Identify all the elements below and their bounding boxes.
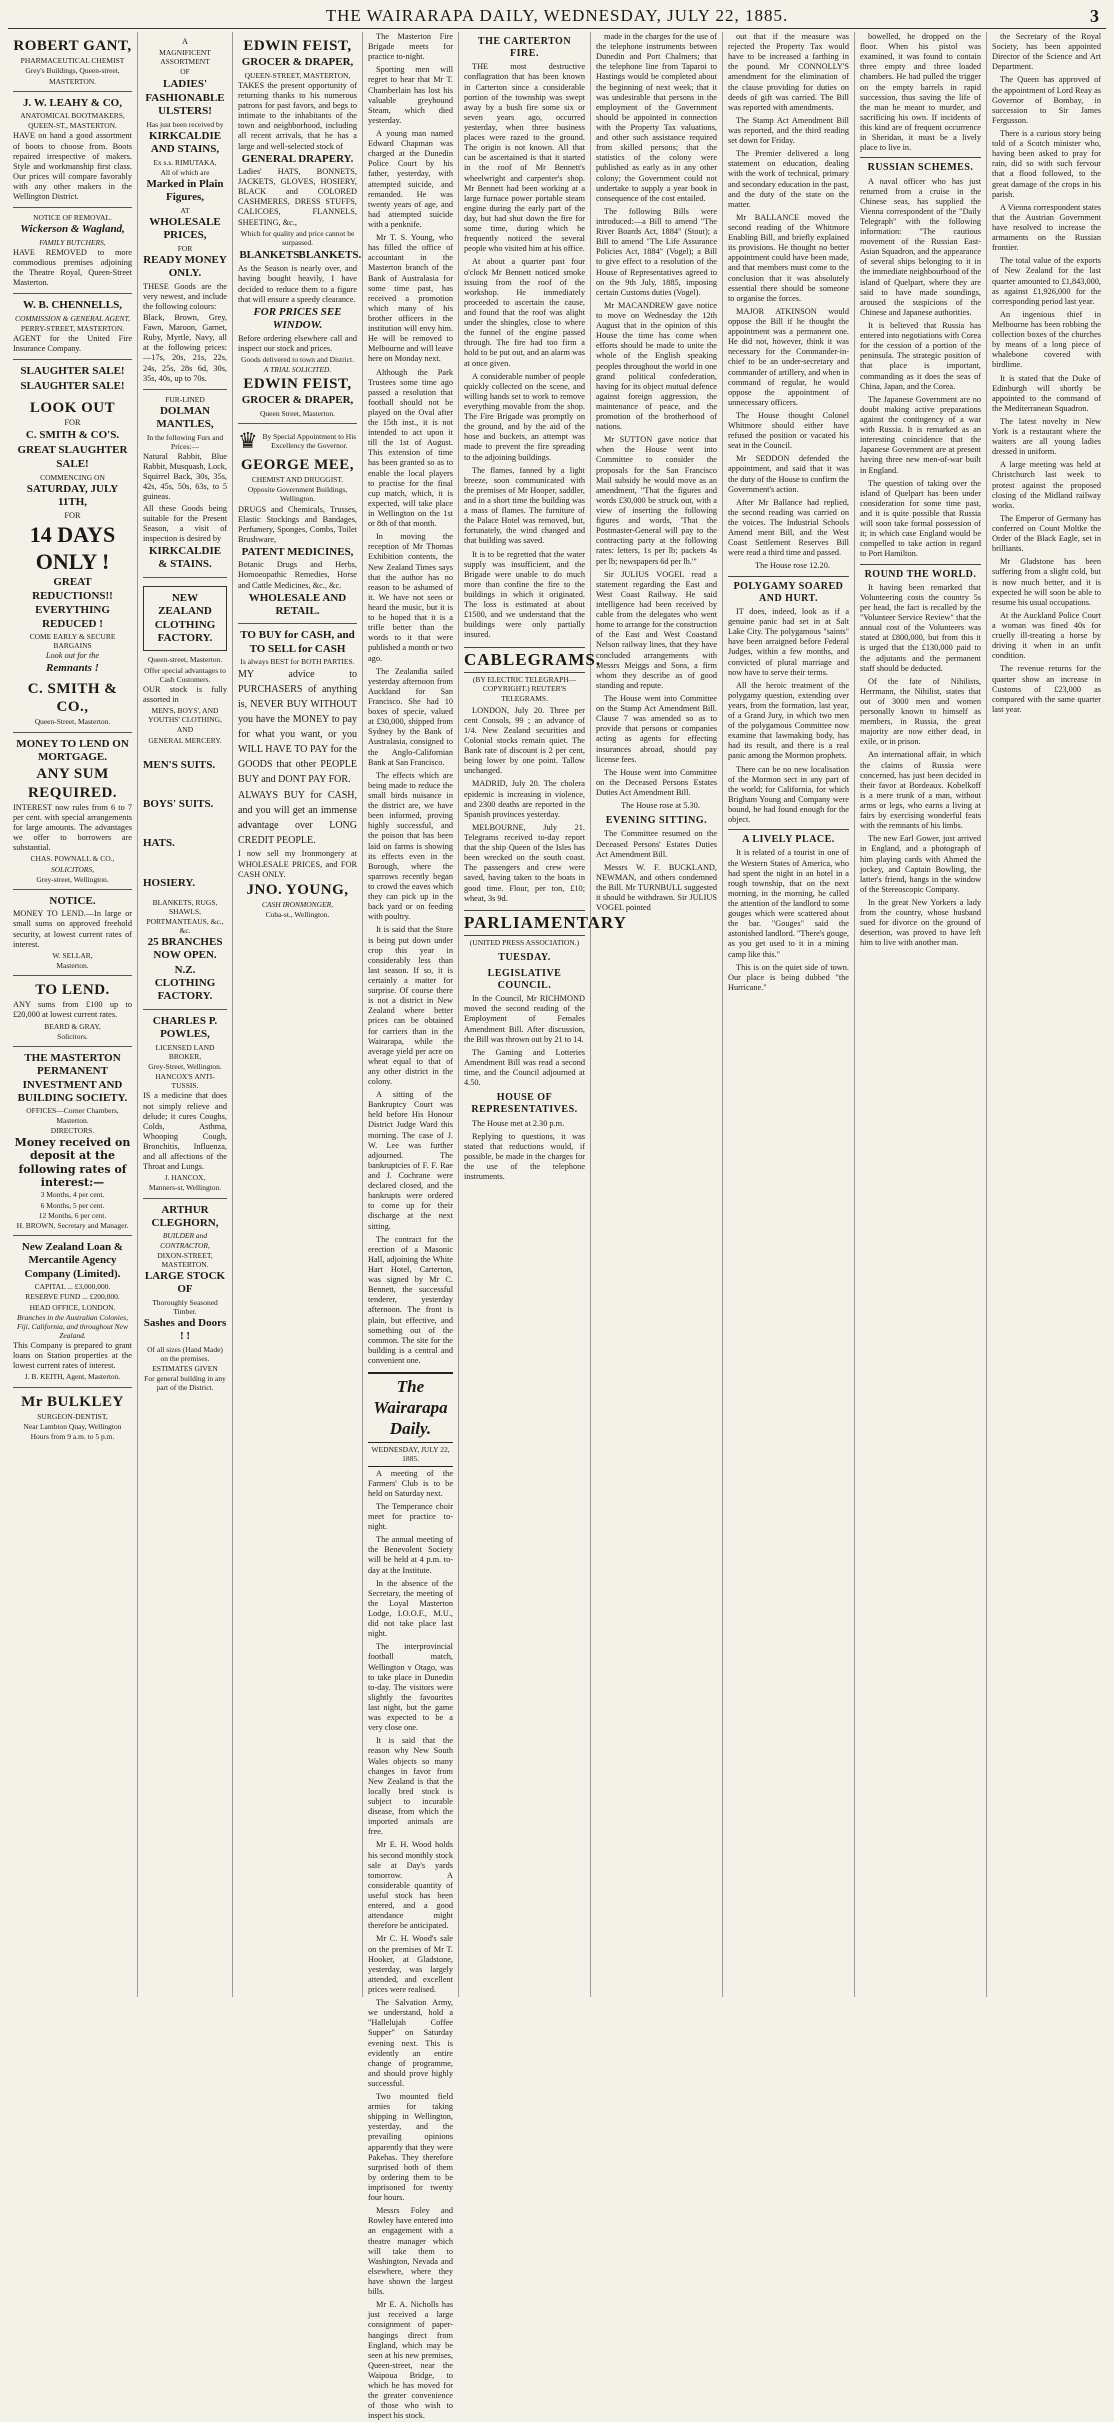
article-paragraph: The House went into Committee on the Stamp Act Amendment Bill. Clause 7 was amended so as to provide that persons or companies acting as agents for effecting insurances abroad, should pay license fees. — [596, 694, 717, 764]
ad-line: SLAUGHTER SALE! — [20, 365, 125, 378]
article-paragraph: The new Earl Gower, just arrived in England, and a photograph of him playing cards with Ahmed the jockey, and Captain Bowling, the latter's friend, hangs in the window of the Stereoscopic Company. — [860, 834, 981, 894]
ad-line: BOYS' SUITS. — [143, 798, 214, 811]
ad-line: Remnants ! — [46, 662, 99, 675]
ad-kirkcaldie-mantles — [143, 390, 227, 578]
divider — [728, 576, 849, 577]
news-paragraph: The interprovincial football match, Wellington v Otago, was to take place in Dunedin to-day. The visitors were slightly the favourites last night, but the game was expected to be a very close one. — [368, 1642, 453, 1733]
ad-line: 25 BRANCHES NOW OPEN. — [147, 935, 223, 962]
ad-nz-loan — [13, 1236, 132, 1388]
ad-title: EDWIN FEIST, — [243, 38, 352, 54]
ad-line: Masterton. — [56, 960, 89, 970]
ad-line: Queen Street, Masterton. — [260, 408, 335, 418]
ad-body: DRUGS and Chemicals, Trusses, Elastic Stockings and Bandages, Perfumery, Sponges, Combs, Toilet Brushware, — [238, 504, 357, 544]
column-8 — [855, 32, 987, 1997]
ad-line: GROCER & DRAPER, — [241, 394, 354, 407]
news-paragraph: It is said that the reason why New South Wales objects so many changes in favor from New Zealand is that the locally bred stock is subject to incurable disease, from which the imported animals are free. — [368, 1736, 453, 1837]
ad-line: PATENT MEDICINES, — [241, 545, 354, 558]
ad-body: I now sell my Ironmongery at WHOLESALE PRICES, and FOR CASH ONLY. — [238, 849, 357, 879]
news-paragraph: A meeting of the Farmers' Club is to be held on Saturday next. — [368, 1468, 453, 1498]
article-paragraph: All the heroic treatment of the polygamy question, extending over years, from the formation, last year, of a Grand Jury, in which two men of the polygamous Committee now examine that lawmaking body, has had its result, and there is a real panic among the Mormon prophets. — [728, 680, 849, 761]
article-paragraph: It having been remarked that Volunteering costs the country 5s per head, the fact is recalled by the "Volunteer Service Review" that the annual cost of the Volunteers was stated at £800,000, but from this it is urged that the £130,000 paid to the adjutants and the permanent staff should be deducted. — [860, 582, 981, 673]
divider — [860, 564, 981, 565]
ad-line: KIRKCALDIE & STAINS. — [148, 545, 222, 571]
article-subhead: (BY ELECTRIC TELEGRAPH—COPYRIGHT.) REUTER'S TELEGRAMS. — [472, 675, 577, 703]
ad-line: Hours from 9 a.m. to 5 p.m. — [30, 1432, 115, 1442]
article-paragraph: The Stamp Act Amendment Bill was reported, and the third reading set down for Friday. — [728, 115, 849, 146]
ad-line: CAPITAL ... £3,000,000. — [34, 1282, 111, 1292]
article-paragraph: A Vienna correspondent states that the Austrian Government have resolved to increase the armaments on the Russian frontier. — [992, 202, 1101, 253]
ad-line: SURGEON-DENTIST, — [37, 1411, 108, 1421]
ad-robert-gant — [13, 32, 132, 92]
ad-building-society — [13, 1047, 132, 1236]
ad-bulkley — [13, 1388, 132, 1447]
ad-line: HEAD OFFICE, LONDON. — [29, 1302, 116, 1312]
ad-jno-young — [238, 624, 357, 924]
article-headline: ROUND THE WORLD. — [864, 568, 977, 580]
ad-line: 3 Months, 4 per cent. — [40, 1190, 105, 1200]
news-paragraph: Sporting men will regret to hear that Mr T. Chamberlain has lost his valuable greyhound Steam, which died yesterday. — [368, 65, 453, 125]
ad-chennells — [13, 294, 132, 360]
ad-cleghorn — [143, 1199, 227, 1398]
article-paragraph: IT does, indeed, look as if a genuine panic had set in at Salt Lake City. The polygamous "saints" have been arraigned before Federal Judges, within a few months, and convicted of plural marriage and now have to serve their terms. — [728, 606, 849, 677]
column-1 — [8, 32, 138, 1997]
article-paragraph: The latest novelty in New York is a restaurant where the waiters are all young ladies dressed in uniform. — [992, 416, 1101, 457]
article-paragraph: The Committee resumed on the Deceased Persons' Estates Duties Act Amendment Bill. — [596, 829, 717, 859]
article-headline: POLYGAMY SOARED AND HURT. — [733, 580, 844, 604]
ad-line: MEN'S, BOYS', AND YOUTHS' CLOTHING, — [148, 706, 222, 725]
news-paragraph: Messrs Foley and Rowley have entered into an engagement with a theatre manager which will take them to Washington, Nevada and elsewhere, where they have shown the largest bills. — [368, 2206, 454, 2297]
ad-line: Money received on deposit at the following rates of interest:— — [14, 1135, 131, 1190]
parliamentary-headline: PARLIAMENTARY — [464, 910, 585, 937]
ad-line: 14 DAYS ONLY ! — [29, 521, 116, 574]
ad-line: MASTERTON. — [48, 76, 97, 86]
ad-line: PERRY-STREET, MASTERTON. — [20, 323, 125, 333]
article-paragraph: The Gaming and Lotteries Amendment Bill was read a second time, and the Council adjourned at 4.50. — [464, 1047, 585, 1088]
ad-line: For general building in any part of the District. — [144, 1374, 226, 1393]
ad-edwin-feist — [238, 32, 362, 424]
ad-line: FOR — [64, 510, 81, 520]
ad-line: Branches in the Australian Colonies, Fiji, California, and throughout New Zealand. — [17, 1312, 128, 1340]
ad-line: 12 Months, 6 per cent. — [38, 1210, 107, 1220]
article-paragraph: THE most destructive conflagration that has been known in Carterton since a considerable portion of the township was swept away by a bush fire some six or seven years ago, occurred yesterday, when three business places were razed to the ground. The origin is not known. All that can be ascertained is that it started in the roof of Mr Bennett's wheelwright and carpenter's shop. Mr Bennett had been working at a large furnace power portable steam engine during the early part of the day, but had shut down the fire for some time, during which he frequently noticed the several people who visited him at his office. — [464, 62, 585, 254]
masthead — [8, 4, 1106, 29]
ad-line: EDWIN FEIST, — [243, 376, 352, 393]
ad-body: AGENT for the United Fire Insurance Company. — [13, 333, 132, 354]
ad-line: LICENSED LAND BROKER, — [155, 1042, 215, 1061]
ad-title: Wickerson & Wagland, — [20, 223, 125, 236]
ad-line: PHARMACEUTICAL CHEMIST — [20, 56, 125, 66]
ad-body: HAVE on hand a good assortment of boots to choose from. Boots repaired irrespective of makers. Style and workmanship first class. Our prices will compare favorably with any other makers in the Wellington District. — [13, 131, 132, 202]
article-paragraph: This is on the quiet side of town. Our place is being dubbed "the Hurricane." — [728, 962, 849, 992]
ad-body: IS a medicine that does not simply relieve and delude; it cures Coughs, Colds, Asthma, Whooping Cough, Bronchitis, Influenza, and all affections of the Throat and Lungs. — [143, 1091, 227, 1172]
ad-line: Is always BEST for BOTH PARTIES. — [240, 657, 355, 667]
ad-smith-slaughter — [13, 360, 132, 732]
ad-line: A — [182, 37, 188, 46]
cablegrams-headline: CABLEGRAMS. — [464, 647, 585, 674]
page-number: 3 — [1090, 6, 1100, 26]
article-paragraph: Messrs W. F. BUCKLAND, NEWMAN, and others condemned the Bill. Mr TURNBULL suggested it should be withdrawn. Sir JULIUS VOGEL pointed — [596, 862, 717, 913]
ad-line: MAGNIFICENT ASSORTMENT — [159, 48, 211, 67]
column-3 — [233, 32, 363, 1997]
article-paragraph: Replying to questions, it was stated that reductions would, if possible, be made in the charges for the use of the telephone instruments. — [464, 1131, 585, 1182]
ad-line: BEARD & GRAY, — [44, 1021, 101, 1031]
ad-line: ANY SUM REQUIRED. — [27, 766, 118, 801]
ad-body: ALWAYS BUY for CASH, and you will get an immense advantage over LONG CREDIT PEOPLE. — [238, 790, 357, 847]
ad-line: SLAUGHTER SALE! — [20, 379, 125, 392]
article-paragraph: LONDON, July 20. Three per cent Consols, 99 ; an advance of 1/4. New Zealand securities and Colonial stocks remain quiet. The Bank rate of discount is 2 per cent, being lower by one point. Tallow unchanged. — [464, 705, 585, 776]
ad-title: TO LEND. — [35, 982, 110, 999]
ad-line: Solicitors. — [57, 1031, 88, 1041]
article-paragraph: The total value of the exports of New Zealand for the last quarter amounted to £1,843,000, as against £1,926,000 for the corresponding period last year. — [992, 256, 1101, 306]
article-paragraph: A naval officer who has just returned from a cruise in the Chinese seas, has supplied the Vienna correspondent of the "Daily Telegraph" with the following information: "The cautious movement of the Russian East-Asian Squadron, and the appearance of several ships belonging to it in the immediate neighbourhood of the island of Quelpart, where they are said to have made soundings, aroused the suspicions of the Chinese and Japanese authorities. — [860, 176, 981, 317]
article-paragraph: The House went into Committee on the Deceased Persons Estates Duties Act Amendment Bill. — [596, 767, 717, 797]
article-paragraph: It is to be regretted that the water supply was insufficient, and the Brigade were unable to do much more than confine the fire to the buildings in which it originated. The loss is estimated at about £1500, and we understand that the buildings were only partially insured. — [464, 549, 585, 640]
news-paragraph: The Temperance choir meet for practice to-night. — [368, 1501, 453, 1532]
ad-line: GREAT REDUCTIONS!! — [32, 576, 113, 602]
news-paragraph: It is said that the Store is being put down under crop this year in considerably less than last season. If so, it is certainly a matter for surprise. Of course there is not a district in New Zealand where better prices can be obtained for carriers than in the Wairarapa, while the average yield per acre on wheat equal to that of any other district in the colony. — [368, 925, 453, 1087]
ad-body: This Company is prepared to grant loans on Station properties at the lowest current rates of interest. — [13, 1341, 132, 1371]
ad-line: COME EARLY & SECURE BARGAINS — [29, 631, 116, 651]
ad-line: HATS. — [143, 837, 175, 850]
news-paragraph: The Zealandia sailed yesterday afternoon from Auckland for San Francisco. She had 10 boxes of specie, valued at £30,000, shipped from Sydney by the Bank of Australasia, consigned to the Anglo-Californian Bank at San Francisco. — [368, 666, 453, 767]
ad-line: Ex s.s. RIMUTAKA, — [153, 157, 217, 167]
ad-line: Offer special advantages to Cash Customers. — [144, 665, 226, 684]
ad-title: J. W. LEAHY & CO, — [23, 96, 122, 109]
ad-line: J. HANCOX, — [164, 1173, 206, 1183]
news-paragraph: Mr T. S. Young, who has filled the office of accountant in the Masterton branch of the Bank of Australasia for some time past, has received a promotion which many of his brother officers in the institution will envy him. He will be removed to Melbourne and will leave here on Monday next. — [368, 233, 454, 364]
ad-line: CHEMIST AND DRUGGIST. — [251, 475, 344, 485]
ad-title: DOLMAN MANTLES, — [156, 404, 214, 431]
article-subhead: EVENING SITTING. — [605, 815, 708, 827]
article-paragraph: bowelled, he dropped on the floor. When his pistol was examined, it was found to contain three empty and three loaded chambers. He had pulled the trigger on the empty barrels in rapid succession, thus saving the life of the man he meant to murder, and sacrificing his own. If incidents of this kind are of frequent occurrence in Sheridan, it must be a lively place to live in. — [860, 32, 981, 153]
article-paragraph: It is stated that the Duke of Edinburgh will shortly be appointed to the command of the Mediterranean Squadron. — [992, 373, 1101, 413]
news-paragraph: The Salvation Army, we understand, hold a "Hallelujah Coffee Supper" on Saturday evening next. This is evidently an entire change of programme, and should prove highly successful. — [368, 1998, 453, 2088]
ad-line: Look out for the — [45, 651, 100, 661]
ad-title: NEW ZEALAND CLOTHING FACTORY. — [154, 591, 216, 645]
royal-appointment — [238, 428, 357, 455]
ad-line: Marked in Plain Figures, — [146, 177, 224, 204]
ad-line: H. BROWN, Secretary and Manager. — [16, 1220, 129, 1230]
ad-title: TO BUY for CASH, and TO SELL for CASH — [240, 629, 355, 655]
column-2 — [138, 32, 233, 1997]
royal-arms-icon: ♛ — [238, 427, 258, 453]
ad-line: READY MONEY ONLY. — [143, 253, 227, 280]
ad-body: MONEY TO LEND.—In large or small sums on approved freehold security, at lowest current rates of interest. — [13, 909, 132, 949]
ad-line: Sashes and Doors ! ! — [143, 1317, 227, 1343]
ad-body: HAVE REMOVED to more commodious premises adjoining the Theatre Royal, Queen-Street Masterton. — [13, 247, 132, 288]
ad-line: QUEEN-ST., MASTERTON. — [28, 121, 117, 131]
ad-body: INTEREST now rules from 6 to 7 per cent. with special arrangements for large amounts. The advantages we offer to borrowers are substantial. — [13, 802, 132, 853]
ad-line: In the following Furs and Prices:— — [146, 432, 224, 451]
ad-line: FOR — [64, 418, 81, 428]
ad-line: FOR — [177, 243, 193, 253]
ad-line: GENERAL DRAPERY. — [241, 152, 354, 165]
article-paragraph: MAJOR ATKINSON would oppose the Bill if he thought the appointment was a permanent one. He did not, however, think it was necessary for the Commander-in-chief to be an under-secretary and commander of artillery, and when in command of regular, he would oppose the appointment of unnecessary officers. — [728, 306, 849, 407]
ad-title: W. B. CHENNELLS, — [23, 299, 122, 312]
ad-line: GROCER & DRAPER, — [241, 56, 354, 69]
ad-line: Grey's Buildings, Queen-street, — [25, 66, 120, 76]
article-paragraph: the Secretary of the Royal Society, has been appointed Director of the Science and Art Department. — [992, 32, 1101, 72]
ad-line: CASH IRONMONGER, — [261, 900, 334, 910]
news-paragraph: The Masterton Fire Brigade meets for practice to-night. — [368, 32, 453, 62]
article-paragraph: The House rose at 5.30. — [621, 801, 700, 811]
article-subhead: HOUSE OF REPRESENTATIVES. — [471, 1092, 578, 1116]
column-6 — [591, 32, 723, 1997]
ad-line: N.Z. CLOTHING FACTORY. — [154, 963, 216, 1003]
ad-line: NOTICE OF REMOVAL. — [33, 213, 112, 223]
ad-line: DIXON-STREET, MASTERTON. — [157, 1250, 213, 1269]
ad-line: By Special Appointment to His Excellency the Governor. — [262, 432, 357, 451]
ad-clothing-factory — [143, 578, 227, 1010]
ad-line: ANATOMICAL BOOTMAKERS, — [20, 111, 125, 121]
ad-line: FAMILY BUTCHERS, — [39, 237, 106, 247]
ad-line: BUILDER and CONTRACTOR, — [160, 1231, 210, 1250]
ad-line: Cuba-st., Wellington. — [265, 910, 330, 920]
article-paragraph: Mr SEDDON defended the appointment, and said that it was the duty of the House to confirm the Government's action. — [728, 454, 849, 494]
article-paragraph: The Japanese Government are no doubt making active preparations against the contingency of a war with Russia. It is remarked as an interesting coincidence that the Japanese Government are at present having three new men-of-war built in England. — [860, 394, 981, 475]
article-paragraph: The House met at 2.30 p.m. — [472, 1118, 565, 1128]
article-paragraph: In the great New Yorkers a lady from the country, whose husband sued for divorce on the ground of desertion, was proved to have left him to live with another man. — [860, 898, 981, 948]
column-5 — [459, 32, 627, 1997]
ad-line: LADIES' — [162, 77, 208, 90]
article-paragraph: At about a quarter past four o'clock Mr Bennett noticed smoke issuing from the roof of the workshop. He immediately proceeded to ascertain the cause, and found that the roof was alight under the shingles, close to where the funnel of the engine passed through. The fire had too firm a hold to be put out, and an alarm was at once given. — [464, 257, 585, 368]
ad-line: Thoroughly Seasoned Timber. — [152, 1297, 218, 1316]
news-paragraph: A sitting of the Bankruptcy Court was held before His Honour District Judge Ward this morning. The case of J. W. Lee was further adjourned. The bankruptcies of F. F. Rae and J. Cochrane were declared closed, and the bankrupts were ordered to come up for their discharge at the next sitting. — [368, 1090, 453, 1231]
article-paragraph: At the Auckland Police Court a woman was fined 40s for cruelly ill-treating a horse by driving it when in an unfit condition. — [992, 610, 1101, 661]
news-paragraph: Mr C. H. Wood's sale on the premises of Mr T. Hooker, at Gladstone, yesterday, was largely attended, and excellent prices were realised. — [368, 1934, 453, 1994]
article-paragraph: The Emperor of Germany has conferred on Count Moltke the Order of the Black Eagle, set in brilliants. — [992, 513, 1101, 554]
news-paragraph: The effects which are being made to reduce the small birds nuisance in the district are, we have been informed, proving highly successful, and the poison that has been laid on farms is showing its effects even in the Borough, where the sparrows recently began to crowd the eaves which they can pick up in the back yard or on feeding with poultry. — [368, 770, 453, 922]
article-paragraph: The question of taking over the island of Quelpart has been under consideration for some time past, and it is quite possible that Russia will soon take formal possession of it; in which case England would be compelled to take action in regard to Port Hamilton. — [860, 478, 981, 559]
article-paragraph: The House thought Colonel Whitmore should either have refused the position or vacated his seat in the Council. — [728, 410, 849, 451]
article-paragraph: In the Council, Mr RICHMOND moved the second reading of the Employment of Females Amendment Bill. After discussion, the Bill was thrown out by 21 to 14. — [464, 994, 585, 1044]
ad-title: New Zealand Loan & Mercantile Agency Company (Limited). — [21, 1241, 124, 1280]
article-paragraph: It is believed that Russia has entered into negotiations with Corea for the cession of a portion of the peninsula. The strategic position of that place is important, commanding as it does the seas of China, Japan, and the Corea. — [860, 321, 981, 391]
ad-body: As the Season is nearly over, and having bought heavily, I have decided to reduce them to a figure that will ensure a speedy clearance. — [238, 264, 357, 304]
ad-line: FUR-LINED — [165, 394, 205, 404]
ad-line: BLANKETS. — [239, 248, 303, 261]
ad-body: Botanic Drugs and Herbs, Homoeopathic Remedies, Horse and Cattle Medicines, &c., &c. — [238, 560, 357, 590]
article-paragraph: The following Bills were introduced:—a Bill to amend "The River Boards Act, 1884" (Stout); a Bill to amend "The Life Assurance Policies Act, 1884" (Vogel); a Bill to give effect to a resolution of the House of Representatives agreed to on the 9th July, 1885, imposing certain Customs duties (Vogel). — [596, 206, 717, 297]
ad-line: W. SELLAR, — [52, 950, 93, 960]
article-paragraph: The Queen has approved of the appointment of Lord Reay as Governor of Bombay, in succession to Sir James Fergusson. — [992, 75, 1101, 125]
ad-line: Goods delivered to town and District. — [241, 354, 354, 364]
ad-line: COMMISSION & GENERAL AGENT, — [14, 313, 130, 323]
column-7 — [723, 32, 855, 1997]
ad-pownall — [13, 733, 132, 890]
ad-line: FOR PRICES SEE WINDOW. — [253, 305, 342, 332]
ad-line: Has just been received by — [146, 119, 224, 129]
ad-line: Which for quality and price cannot be surpassed. — [240, 228, 355, 247]
ad-title: GEORGE MEE, — [240, 456, 354, 473]
ad-body: TAKES the present opportunity of returning thanks to his numerous patrons for past favors, and begs to intimate to the inhabitants of the town and neighborhood, including all recent arrivals, that he has a large and well-selected stock of — [238, 80, 357, 151]
ad-line: Grey-street, Wellington. — [36, 874, 109, 884]
ad-line: CHAS. POWNALL & CO., — [30, 854, 115, 864]
article-subhead: LEGISLATIVE COUNCIL. — [487, 967, 562, 991]
ad-line: BLANKETS. — [298, 248, 362, 261]
article-paragraph: The revenue returns for the quarter show an increase in Customs of £23,000 as compared with the same quarter last year. — [992, 664, 1101, 714]
ad-line: 6 Months, 5 per cent. — [40, 1200, 105, 1210]
ad-line: HOSIERY. — [143, 876, 196, 889]
article-paragraph: Mr SUTTON gave notice that when the House went into Committee to consider the proposals for the San Francisco Mail subsidy he would move as an amendment, "That the figures and words £30,000 be struck out, with a view of inserting the following figures and words, 'That the Postmaster-General will pay to the contracting party at the following rates: letters, 1s per lb; packets 4s per lb; newspapers 6d per lb.'" — [596, 435, 717, 566]
article-paragraph: After Mr Ballance had replied, the second reading was carried on the voices. The Industrial Schools Amend ment Bill, and the West Coast Settlement Reserves Bill were read a third time and passed. — [728, 497, 849, 558]
divider — [728, 829, 849, 830]
ad-line: EVERYTHING REDUCED ! — [35, 604, 110, 630]
ad-beard-gray — [13, 976, 132, 1047]
article-subhead: TUESDAY. — [498, 951, 551, 963]
article-paragraph: Of the fate of Nihilists, Herrmann, the Nihilist, states that out of 3000 men and women personally known to himself as members, in Russia, the great majority are now either dead, in exile, or in prison. — [860, 676, 981, 747]
news-paragraph: In moving the reception of Mr Thomas Exhibition contents, the New Zealand Times says that the author has no reason to be ashamed of it. We have not seen or heard the music, but it is to be hoped that it is a trifle better than the words to it that were published a month or two ago. — [368, 532, 453, 663]
ad-line: Opposite Government Buildings, Wellington. — [247, 485, 348, 504]
ad-title: C. SMITH & CO'S. — [25, 429, 120, 442]
ad-line: LOOK OUT — [29, 400, 116, 417]
ad-body: All these Goods being suitable for the Present Season, a visit of inspection is desired by — [143, 503, 227, 543]
ad-body: Before ordering elsewhere call and inspect our stock and prices. — [238, 333, 357, 353]
divider — [860, 157, 981, 158]
ad-body: Natural Rabbit, Blue Rabbit, Musquash, Lock, Squirrel Back, 30s, 35s, 42s, 45s, 50s, 63s, to 5 guineas. — [143, 452, 227, 502]
ad-line: J. B. KEITH, Agent, Masterton. — [24, 1372, 121, 1382]
ad-line: BLANKETS, RUGS, SHAWLS, PORTMANTEAUS, &c., &c. — [146, 898, 224, 935]
ad-line: Manners-st, Wellington. — [148, 1183, 222, 1193]
article-subhead: (UNITED PRESS ASSOCIATION.) — [469, 938, 580, 948]
article-headline: THE CARTERTON FIRE. — [477, 36, 572, 60]
ad-line: AT — [180, 205, 190, 215]
newspaper-nameplate: The Wairarapa Daily. — [368, 1372, 453, 1443]
ad-line: WHOLESALE PRICES, — [149, 215, 221, 242]
ad-line: SOLICITORS, — [51, 864, 94, 874]
ad-title: THE MASTERTON PERMANENT INVESTMENT AND BUILDING SOCIETY. — [17, 1051, 128, 1105]
news-paragraph: A young man named Edward Chapman was charged at the Dunedin Police Court by his father, yesterday, with attempted suicide, and remanded. He was twenty years of age, and had attempted suicide with a penknife. — [368, 128, 453, 229]
ad-line: SALE! — [56, 458, 89, 471]
ad-line: COMMENCING ON — [40, 472, 105, 482]
news-paragraph: Two mounted field armies for taking shipping in Wellington, yesterday, and the prevailing opinions apparently that they were Pakehas. They therefore surprised both of them by ordering them to be imprisoned for twenty four hours. — [368, 2092, 453, 2203]
article-paragraph: An international affair, in which the claims of Russia were concerned, has just been decided in their favor at Bordeaux. Kobelkoff is a mere trunk of a man, without arms or legs, who earns a living at fairs by exercising wonderful feats with the remnants of his limbs. — [860, 750, 981, 831]
news-paragraph: Mr E. A. Nicholls has just received a large consignment of paper-hangings direct from England, which may be seen at his new premises, Queen-street, near the Waipoua Bridge, to which he has moved for the greater convenience of those who wish to inspect his stock. — [368, 2300, 453, 2421]
article-paragraph: Sir JULIUS VOGEL read a statement regarding the East and West Coast Railway. He said intelligence had been received by cable from the delegates who went home to arrange for the construction of the East and West Coastand Nelson railway lines, that they have concluded arrangements with Messrs Meiggs and Sons, a firm whom they describe as of good standing and repute. — [596, 569, 717, 690]
ad-title: CHARLES P. POWLES, — [152, 1014, 218, 1041]
ad-line: Queen-street, Masterton. — [147, 655, 223, 665]
ad-title: ARTHUR CLEGHORN, — [151, 1203, 219, 1229]
ad-wickerson — [13, 208, 132, 294]
news-paragraph: Mr E. H. Wood holds his second monthly stock sale at Day's yards tomorrow. A considerable quantity of useful stock has been entered, and a good attendance might therefore be anticipated. — [368, 1840, 453, 1931]
ad-kirkcaldie-ulsters — [143, 32, 227, 390]
ad-line: Of all sizes (Hand Made) on the premises. — [147, 1344, 223, 1363]
ad-line: A TRIAL SOLICITED. — [263, 364, 332, 374]
ad-line: DIRECTORS. — [50, 1125, 95, 1135]
ad-body: Black, Brown, Grey, Fawn, Maroon, Garnet, Ruby, Myrtle, Navy, all at the following prices:—17s, 20s, 21s, 22s, 24s, 25s, 28s 6d, 30s, 35s, 40s, up to 70s. — [143, 313, 227, 383]
article-paragraph: made in the charges for the use of the telephone instruments between Dunedin and Port Chalmers; that the telephone line from Taparoi to Hastings would be completed about the beginning of next week; that it was undesirable that persons in the employment of the Government should be appointed in connection with the Property Tax valuations, and other such assistance required from skilled persons; that the statistics of the colony were published as early as in any other colony; the Government could not undertake to supply a year book in consequence of the cost entailed. — [596, 32, 717, 203]
article-paragraph: The Premier delivered a long statement on education, dealing with the work of technical, primary and secondary education in the past, and the duty of the state on the matter. — [728, 149, 849, 209]
ad-line: JNO. YOUNG, — [246, 881, 349, 898]
ad-line: Near Lambton Quay, Wellington — [23, 1422, 122, 1432]
article-paragraph: An ingenious thief in Melbourne has been robbing the collection boxes of the churches by means of a long piece of whalebone covered with birdlime. — [992, 309, 1101, 370]
ad-body: THESE Goods are the very newest, and include the following colours: — [143, 281, 227, 311]
article-headline: RUSSIAN SCHEMES. — [867, 162, 974, 174]
ad-line: KIRKCALDIE AND STAINS, — [148, 129, 222, 156]
masthead-title: THE WAIRARAPA DAILY, WEDNESDAY, JULY 22, 1885. — [325, 6, 789, 25]
column-4-local-news — [363, 32, 459, 2421]
ad-title: NOTICE. — [49, 894, 96, 907]
ad-line: OFFICES—Corner Chambers, Masterton. — [26, 1106, 119, 1125]
ad-line: ESTIMATES GIVEN — [152, 1364, 218, 1374]
ad-line: MEN'S SUITS. — [143, 758, 216, 771]
ad-line: GREAT SLAUGHTER — [17, 443, 128, 456]
ad-title: FASHIONABLE ULSTERS! — [145, 91, 225, 118]
ad-line: SATURDAY, JULY 11TH, — [26, 482, 119, 509]
ad-line: QUEEN-STREET, MASTERTON, — [244, 70, 351, 80]
ad-line: HANCOX'S ANTI-TUSSIS. — [155, 1072, 215, 1091]
ad-body: OUR stock is fully assorted in — [143, 684, 227, 704]
news-paragraph: The contract for the erection of a Masonic Hall, adjoining the White Hart Hotel, Carterton, was signed by Mr C. Bennett, the successful tenderer, yesterday afternoon. The front is plain, but effective, and something out of the common. The site for the building is a central and convenient one. — [368, 1234, 453, 1365]
news-paragraph: Although the Park Trustees some time ago passed a resolution that football should not be played on the Oval after the 15th inst., it is not intended to act upon it till the 1st of August. This extension of time has been granted so as to enable the local players to practise for the final cup match, which, it is expected, will take place in Wellington on the 1st or 8th of that month. — [368, 367, 453, 529]
article-paragraph: MELBOURNE, July 21. Telegrams received to-day report that the ship Queen of the Isles has been wrecked on the south coast. The passengers and crew were saved, having taken to the boats in good time. Flour, per ton, £10; wheat, 3s 9d. — [464, 822, 585, 903]
article-paragraph: A large meeting was held at Christchurch last week to protest against the proposed closing of the Midland railway works. — [992, 460, 1101, 510]
ad-body: ANY sums from £100 up to £20,000 at lowest current rates. — [13, 1000, 132, 1020]
article-paragraph: The flames, fanned by a light breeze, soon communicated with the premises of Mr Hooper, saddler, and in a short time the building was a mass of flames. The furniture of the Palace Hotel was removed, but, fortunately, the wind changed and that building was saved. — [464, 465, 585, 546]
news-paragraph: In the absence of the Secretary, the meeting of the Loyal Masterton Lodge, I.O.O.F., M.U., did not take place last night. — [368, 1578, 453, 1639]
article-paragraph: There is a curious story being told of a Scotch minister who, having been asked to pray for rain, did so with such fervour that a flood followed, to the great damage of the crops in his parish. — [992, 128, 1101, 199]
article-paragraph: MADRID, July 20. The cholera epidemic is increasing in violence, and 2300 deaths are reported in the Spanish provinces yesterday. — [464, 779, 585, 819]
article-paragraph: There can be no new localisation of the Mormon sect in any part of the world; for California, for which Brigham Young and Company were bound, he had found enough for the object. — [728, 764, 849, 825]
ad-title: C. SMITH & CO., — [27, 680, 118, 716]
article-headline: A LIVELY PLACE. — [742, 834, 835, 846]
ad-line: RESERVE FUND ... £200,000. — [25, 1292, 120, 1302]
nameplate-date: WEDNESDAY, JULY 22, 1885. — [368, 1445, 453, 1466]
ad-line: GENERAL MERCERY. — [148, 735, 222, 745]
article-paragraph: The House rose 12.20. — [755, 561, 830, 571]
ad-body: MY advice to PURCHASERS of anything is, NEVER BUY WITHOUT you have the MONEY to pay for what you want, or you WILL HAVE TO PAY for the GOODS that other PEOPLE BUY and DONT PAY FOR. — [238, 669, 357, 786]
article-paragraph: Mr MACANDREW gave notice to move on Wednesday the 12th August that in the opinion of this House the time has come when efforts should be made to unite the whole of the English speaking peoples throughout the world in one grand political confederation, having for its object mutual defence against foreign aggression, the maintenance of peace, and the promotion of the brotherhood of nations. — [596, 300, 717, 432]
ad-title: ROBERT GANT, — [13, 38, 132, 54]
ad-title: Mr BULKLEY — [21, 1393, 124, 1410]
clothing-factory-banner — [143, 586, 227, 652]
article-paragraph: Mr Gladstone has been suffering from a slight cold, but is now much better, and it is expected he will soon be able to resume his usual occupations. — [992, 557, 1101, 607]
ad-line: AND — [176, 725, 194, 735]
ad-line: WHOLESALE AND RETAIL. — [248, 591, 347, 618]
ad-line: OF — [180, 67, 190, 77]
column-9 — [987, 32, 1106, 1997]
ad-line: LARGE STOCK OF — [144, 1269, 226, 1296]
ad-line: Queen-Street, Masterton. — [34, 717, 111, 727]
ad-powles — [143, 1010, 227, 1199]
ad-line: All of which are — [160, 167, 210, 177]
article-paragraph: It is related of a tourist in one of the Western States of America, who had spent the night in an hotel in a rough township, that on the next morning, in the morning, he called the attention of the landlord to some gouges which were scattered about the bar. "Gouges" said the astonished landlord. "There's gouge, as you get used to it in a mining camp like this." — [728, 848, 849, 959]
article-paragraph: A considerable number of people quickly collected on the scene, and willing hands set to work to remove everything movable from the shop. The Fire Brigade was promptly on the ground, and by the aid of the hose and buckets, an attempt was made to prevent the fire spreading to the adjoining buildings. — [464, 371, 585, 462]
ad-george-mee — [238, 424, 357, 625]
ad-leahy — [13, 92, 132, 208]
ad-line: Grey-Street, Wellington. — [148, 1061, 222, 1071]
ad-title: MONEY TO LEND ON MORTGAGE. — [16, 737, 129, 763]
news-paragraph: The annual meeting of the Benevolent Society will be held at 4 p.m. to-day at the Institute. — [368, 1535, 453, 1575]
ad-sellar — [13, 890, 132, 976]
ad-body: Ladies' HATS, BONNETS, JACKETS, GLOVES, HOSIERY, BLACK and COLORED CASHMERES, DRESS STUFFS, CALICOES, FLANNELS, SHEETING, &c., — [238, 167, 357, 227]
article-paragraph: out that if the measure was rejected the Property Tax would have to be increased a farthing in the pound. Mr CONNOLLY'S amendment for the elimination of the clause providing for duties on deeds of gift was carried. The Bill was reported with amendments. — [728, 32, 849, 112]
article-paragraph: Mr BALLANCE moved the second reading of the Whitmore Enabling Bill, and briefly explained its provisions. He thought no better appointment could have been made, and that members must come to the conclusion that it was absolutely essential there should be someone to organise the forces. — [728, 212, 849, 303]
